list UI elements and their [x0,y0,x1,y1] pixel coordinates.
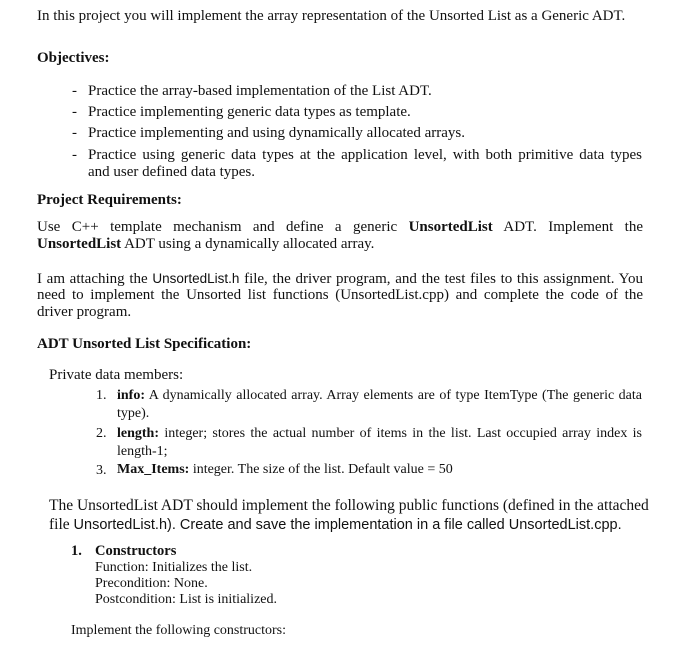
constructor-postcondition: Postcondition: List is initialized. [95,592,277,607]
bullet-dash: - [72,147,77,163]
text: ADT using a dynamically allocated array. [121,236,375,252]
bullet-dash: - [72,83,77,99]
functions-paragraph [49,497,649,535]
constructors-heading: Constructors [95,543,177,559]
class-name: UnsortedList [408,219,493,235]
requirements-paragraph-2 [37,270,643,321]
member-name: info: [117,388,145,403]
member-max-items [117,462,453,478]
member-number: 2. [96,426,107,441]
objective-item: Practice implementing generic data types as template. [88,104,411,120]
text: UnsortedList.h). Create and save the implementation in a file called UnsortedList.cpp. [73,517,622,533]
objective-item: Practice implementing and using dynamically allocated arrays. [88,125,465,141]
bullet-dash: - [72,104,77,120]
member-desc: integer; stores the actual number of items in the list. Last occupied array index is [159,426,642,441]
text: ADT. Implement the [492,219,643,235]
member-desc: integer. The size of the list. Default value = 50 [189,462,453,477]
requirements-heading: Project Requirements: [37,192,182,208]
objectives-heading: Objectives: [37,50,110,66]
objective-item-line: Practice using generic data types at the application level, with both primitive data types [88,147,642,163]
text: Use C++ template mechanism and define a generic [37,219,409,235]
objective-item [88,147,642,181]
file-name: UnsortedList.h [152,271,240,286]
member-name: length: [117,426,159,441]
text: I am attaching the [37,271,153,287]
paragraph-line: driver program. [37,304,132,320]
member-desc: A dynamically allocated array. Array elements are of type ItemType (The generic data [145,388,642,403]
member-name: Max_Items: [117,462,190,477]
member-info [117,387,642,423]
implement-constructors-text: Implement the following constructors: [71,623,287,638]
text: file, the driver program, and the test files to this assignment. You [239,271,643,287]
constructor-function: Function: Initializes the list. [95,560,253,575]
member-desc-cont: length-1; [117,444,168,459]
member-number: 1. [96,388,107,403]
constructor-precondition: Precondition: None. [95,576,208,591]
objective-item-line: and user defined data types. [88,164,256,180]
requirements-paragraph-1 [37,219,643,253]
objective-item: Practice the array-based implementation of the List ADT. [88,83,432,99]
class-name: UnsortedList [37,236,122,252]
text: file [49,516,74,533]
intro-text: In this project you will implement the array representation of the Unsorted List as a Generic ADT. [37,8,626,24]
member-number: 3. [96,463,107,478]
member-desc-cont: type). [117,406,150,421]
private-members-label: Private data members: [49,367,184,383]
spec-heading: ADT Unsorted List Specification: [37,336,252,352]
paragraph-line: need to implement the Unsorted list functions (UnsortedList.cpp) and complete the code of the [37,287,643,303]
member-length [117,425,642,461]
section-number: 1. [71,543,82,559]
bullet-dash: - [72,125,77,141]
paragraph-line: The UnsortedList ADT should implement the following public functions (defined in the attached [49,497,649,514]
